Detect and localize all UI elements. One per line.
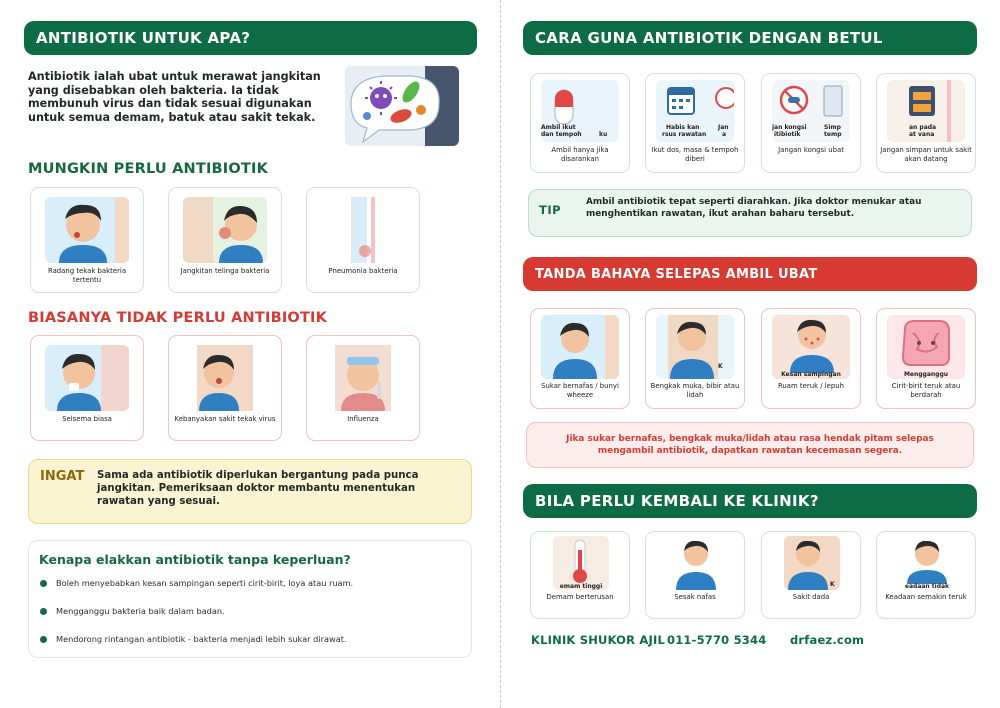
image-label: an pada: [909, 124, 937, 131]
tip-note: [528, 189, 972, 237]
image-label: dan tempoh: [541, 131, 582, 138]
breathing-difficulty-image: [541, 315, 619, 379]
card-sesak-nafas: [645, 531, 745, 619]
image-label: at vana: [909, 131, 935, 138]
header-text: ANTIBIOTIK UNTUK APA?: [36, 29, 251, 47]
image-label: Habis kan: [666, 124, 700, 131]
clinic-website[interactable]: drfaez.com: [790, 633, 865, 647]
card-sakit-dada: [761, 531, 861, 619]
section-title-not-needed: BIASANYA TIDAK PERLU ANTIBIOTIK: [28, 310, 328, 326]
list-item: Boleh menyebabkan kesan sampingan seperti cirit-birit, loya atau ruam.: [39, 578, 353, 606]
header-text: BILA PERLU KEMBALI KE KLINIK?: [535, 492, 819, 510]
tip-tag: TIP: [539, 203, 562, 217]
card-cirit-birit: [876, 308, 976, 409]
image-label: itibiotik: [774, 131, 801, 138]
image-label: jan kongsi: [772, 124, 807, 131]
viral-sore-throat-image: [183, 345, 267, 411]
image-label: Mengganggu: [903, 371, 949, 378]
calendar-icon: [656, 80, 734, 142]
swelling-image: [656, 315, 734, 379]
image-label: ku: [599, 131, 608, 138]
clinic-name: KLINIK SHUKOR AJIL: [531, 633, 665, 647]
warning-text: Jika sukar bernafas, bengkak muka/lidah atau rasa hendak pitam selepas mengambil antibiotik, dapatkan rawatan kecemasan segera.: [566, 434, 934, 456]
card-caption: Keadaan semakin teruk: [885, 593, 967, 601]
card-influenza: [306, 335, 420, 441]
tip-text: Ambil antibiotik tepat seperti diarahkan. Jika doktor menukar atau menghentikan rawatan, ikut arahan baharu tersebut.: [586, 197, 922, 219]
chest-pain-boy-image: [784, 536, 840, 590]
card-caption: Selsema biasa: [62, 415, 112, 423]
list-item: Mendorong rintangan antibiotik - bakteria menjadi lebih sukar dirawat.: [39, 634, 353, 662]
card-caption: Influenza: [347, 415, 379, 423]
image-label: K: [718, 363, 723, 370]
image-label: temp: [824, 131, 842, 138]
list-item: Mengganggu bakteria baik dalam badan.: [39, 606, 353, 634]
card-semakin-teruk: [876, 531, 976, 619]
card-caption: Jangan simpan untuk sakit akan datang: [880, 146, 972, 163]
card-caption: Ambil hanya jika disarankan: [551, 146, 609, 163]
cold-boy-image: [45, 345, 129, 411]
card-caption: Radang tekak bakteria tertentu: [47, 267, 127, 284]
ingat-note: [28, 459, 472, 524]
card-caption: Pneumonia bakteria: [328, 267, 398, 275]
image-label: Simp: [824, 124, 841, 131]
flu-boy-image: [321, 345, 405, 411]
intro-text: Antibiotik ialah ubat untuk merawat jangkitan yang disebabkan oleh bakteria. Ia tidak membunuh virus dan tidak sesuai digunakan untuk semua demam, batuk atau sakit tekak.: [28, 70, 321, 124]
image-label: a: [722, 131, 727, 138]
card-caption: Cirit-birit teruk atau berdarah: [891, 382, 961, 399]
card-radang-tekak: [30, 187, 144, 293]
ear-infection-boy-image: [183, 197, 267, 263]
card-jangan-kongsi: [761, 73, 861, 173]
header-tanda-bahaya: [523, 257, 977, 291]
card-jangan-simpan: [876, 73, 976, 173]
card-caption: Kebanyakan sakit tekak virus: [174, 415, 276, 423]
emergency-warning: [526, 422, 974, 468]
header-antibiotik-untuk-apa: [24, 21, 477, 55]
ingat-text: Sama ada antibiotik diperlukan bergantung pada punca jangkitan. Pemeriksaan doktor membantu menentukan rawatan yang sesuai.: [97, 470, 419, 507]
card-selsema: [30, 335, 144, 441]
card-caption: Jangkitan telinga bakteria: [180, 267, 270, 275]
card-sukar-bernafas: [530, 308, 630, 409]
why-avoid-box: [28, 540, 472, 658]
header-kembali-ke-klinik: [523, 484, 977, 518]
card-bengkak-muka: [645, 308, 745, 409]
image-label: eadaan tidak: [904, 583, 950, 590]
image-label: Ambil ikut: [541, 124, 576, 131]
worsening-boy-image: [899, 536, 955, 590]
storage-box-icon: [887, 80, 965, 142]
why-avoid-list: [39, 578, 353, 662]
short-breath-boy-image: [668, 536, 724, 590]
card-ikut-dos: [645, 73, 745, 173]
card-caption: Jangan kongsi ubat: [778, 146, 844, 154]
thermometer-icon: [553, 536, 609, 590]
card-caption: Sukar bernafas / bunyi wheeze: [541, 382, 619, 399]
card-caption: Ruam teruk / lepuh: [777, 382, 845, 390]
header-cara-guna: [523, 21, 977, 55]
image-label: K: [830, 581, 835, 588]
center-fold-divider: [500, 0, 501, 708]
card-caption: Sakit dada: [792, 593, 830, 601]
no-sharing-icon: [772, 80, 850, 142]
card-caption: Ikut dos, masa & tempoh diberi: [651, 146, 739, 163]
card-ruam-teruk: [761, 308, 861, 409]
header-text: TANDA BAHAYA SELEPAS AMBIL UBAT: [535, 266, 818, 282]
card-caption: Sesak nafas: [674, 593, 716, 601]
image-label: Kesan sampingan: [781, 371, 841, 378]
card-pneumonia: [306, 187, 420, 293]
card-caption: Bengkak muka, bibir atau lidah: [650, 382, 740, 399]
card-caption: Demam berterusan: [546, 593, 614, 601]
intestine-image: [887, 315, 965, 379]
header-text: CARA GUNA ANTIBIOTIK DENGAN BETUL: [535, 29, 883, 47]
bacteria-illustration: [345, 66, 459, 146]
card-ambil-jika-disarankan: [530, 73, 630, 173]
sore-throat-boy-image: [45, 197, 129, 263]
why-avoid-title: Kenapa elakkan antibiotik tanpa keperluan?: [39, 552, 351, 567]
section-title-may-need: MUNGKIN PERLU ANTIBIOTIK: [28, 161, 269, 177]
card-jangkitan-telinga: [168, 187, 282, 293]
image-label: rsus rawatan: [662, 131, 707, 138]
clinic-phone[interactable]: 011-5770 5344: [667, 633, 767, 647]
rash-image: [772, 315, 850, 379]
image-label: Jan: [718, 124, 729, 131]
image-label: emam tinggi: [559, 583, 603, 590]
pneumonia-image: [321, 197, 405, 263]
ingat-tag: INGAT: [40, 469, 85, 484]
card-demam: [530, 531, 630, 619]
card-sakit-tekak-virus: [168, 335, 282, 441]
capsule-icon: [541, 80, 619, 142]
